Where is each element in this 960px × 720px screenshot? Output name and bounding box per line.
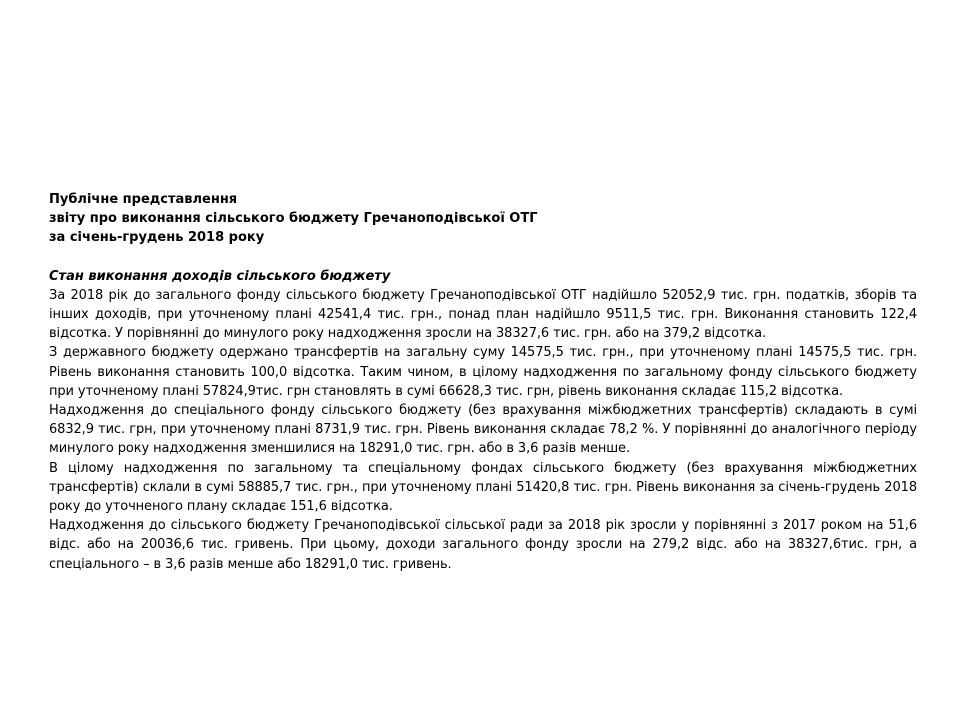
report-heading-line-1: Публічне представлення [49,192,238,207]
paragraph-transfers: З державного бюджету одержано трансфертів на загальну суму 14575,5 тис. грн., при уточненому плані 14575,5 тис. грн. Рівень виконання становить 100,0 відсотка. Таким чином, в цілому надходження по загальному фонду сільського бюджету при уточненому плані 57824,9тис. грн становлять в сумі 66628,3 тис. грн, рівень виконання складає 115,2 відсотка. [49,345,917,399]
heading-spacer [49,248,917,267]
paragraph-total-revenue: В цілому надходження по загальному та спеціальному фондах сільського бюджету (без врахування міжбюджетних трансфертів) склали в сумі 58885,7 тис. грн., при уточненому плані 51420,8 тис. грн. Рівень виконання за січень-грудень 2018 року до уточненого плану складає 151,6 відсотка. [49,460,917,515]
section-title: Стан виконання доходів сільського бюджету [49,268,391,284]
report-text-block [49,190,917,574]
report-heading-line-3: за січень-грудень 2018 року [49,230,265,246]
paragraph-year-comparison: Надходження до сільського бюджету Гречаноподівської сільської ради за 2018 рік зросли у порівнянні з 2017 роком на 51,6 відс. або на 20036,6 тис. гривень. При цьому, доходи загального фонду зросли на 279,2 відс. або на 38327,6тис. грн, а спеціального – в 3,6 разів менше або 18291,0 тис. гривень. [49,518,917,572]
paragraph-special-fund: Надходження до спеціального фонду сільського бюджету (без врахування міжбюджетних трансфертів) складають в сумі 6832,9 тис. грн, при уточненому плані 8731,9 тис. грн. Рівень виконання складає 78,2 %. У порівнянні до аналогічного періоду минулого року надходження зменшилися на 18291,0 тис. грн. або в 3,6 разів менше. [49,403,917,457]
paragraph-general-fund: За 2018 рік до загального фонду сільського бюджету Гречаноподівської ОТГ надійшло 52052,9 тис. грн. податків, зборів та інших доходів, при уточненому плані 42541,4 тис. грн., понад план надійшло 9511,5 тис. грн. Виконання становить 122,4 відсотка. У порівнянні до минулого року надходження зросли на 38327,6 тис. грн. або на 379,2 відсотка. [49,287,917,342]
report-heading-line-2: звіту про виконання сільського бюджету Гречаноподівської ОТГ [49,211,538,227]
